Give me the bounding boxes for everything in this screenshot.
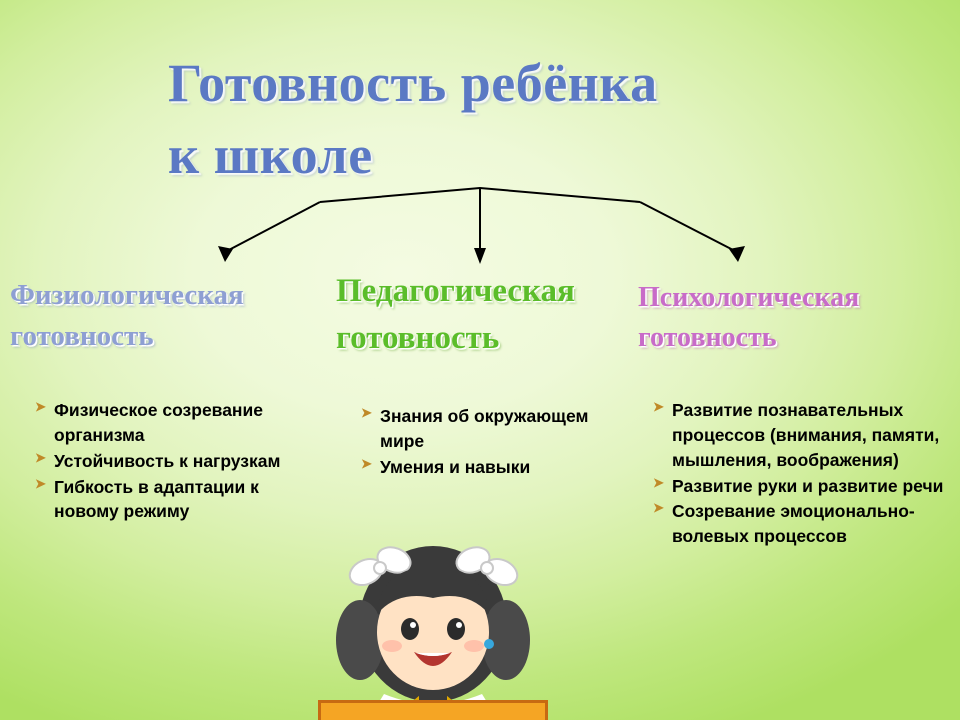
list-item-text: Развитие познавательных процессов (внимания, памяти, мышления, воображения) — [672, 400, 940, 470]
title-line-1: Готовность ребёнка — [168, 53, 658, 113]
column-2-heading-line-2: готовность — [336, 319, 500, 356]
column-2-heading — [336, 268, 636, 362]
list-item-text: Развитие руки и развитие речи — [672, 475, 944, 496]
chevron-bullet-icon: ➤ — [653, 474, 664, 490]
list-item-text: Гибкость в адаптации к новому режиму — [54, 476, 259, 522]
column-3-heading — [638, 278, 956, 358]
bullet-list-pedagogical — [360, 404, 618, 481]
column-1-heading-line-1: Физиологическая — [10, 279, 244, 311]
list-item-text: Созревание эмоционально-волевых процессов — [672, 501, 915, 547]
list-item — [652, 398, 952, 473]
list-item — [34, 449, 314, 474]
bullet-list-psychological — [652, 398, 952, 550]
column-pedagogical — [336, 268, 636, 362]
column-1-heading — [10, 275, 330, 357]
column-1-heading-line-2: готовность — [10, 320, 154, 353]
chevron-bullet-icon: ➤ — [653, 500, 664, 516]
chevron-bullet-icon: ➤ — [35, 449, 46, 465]
page-title — [168, 48, 808, 192]
column-3-heading-line-1: Психологическая — [638, 282, 860, 313]
chevron-bullet-icon: ➤ — [361, 405, 372, 420]
chevron-bullet-icon: ➤ — [35, 399, 46, 414]
title-line-2: к школе — [168, 124, 373, 185]
list-item-text: Знания об окружающем мире — [380, 406, 589, 451]
desk — [318, 700, 548, 720]
chevron-bullet-icon: ➤ — [361, 455, 372, 471]
list-item-text: Физическое созревание организма — [54, 400, 263, 445]
column-3-heading-line-2: готовность — [638, 321, 777, 353]
bullet-list-physiological — [34, 398, 314, 525]
list-item — [360, 455, 618, 480]
column-2-heading-line-1: Педагогическая — [336, 273, 575, 309]
column-psychological — [638, 278, 956, 358]
list-item — [34, 398, 314, 448]
list-item — [652, 499, 952, 549]
list-item-text: Умения и навыки — [380, 456, 531, 477]
list-item — [34, 475, 314, 525]
chevron-bullet-icon: ➤ — [35, 475, 46, 491]
chevron-bullet-icon: ➤ — [653, 399, 664, 414]
list-item-text: Устойчивость к нагрузкам — [54, 450, 281, 471]
schoolgirl-illustration — [318, 528, 548, 720]
column-physiological — [10, 275, 330, 357]
list-item — [360, 404, 618, 454]
list-item — [652, 474, 952, 499]
